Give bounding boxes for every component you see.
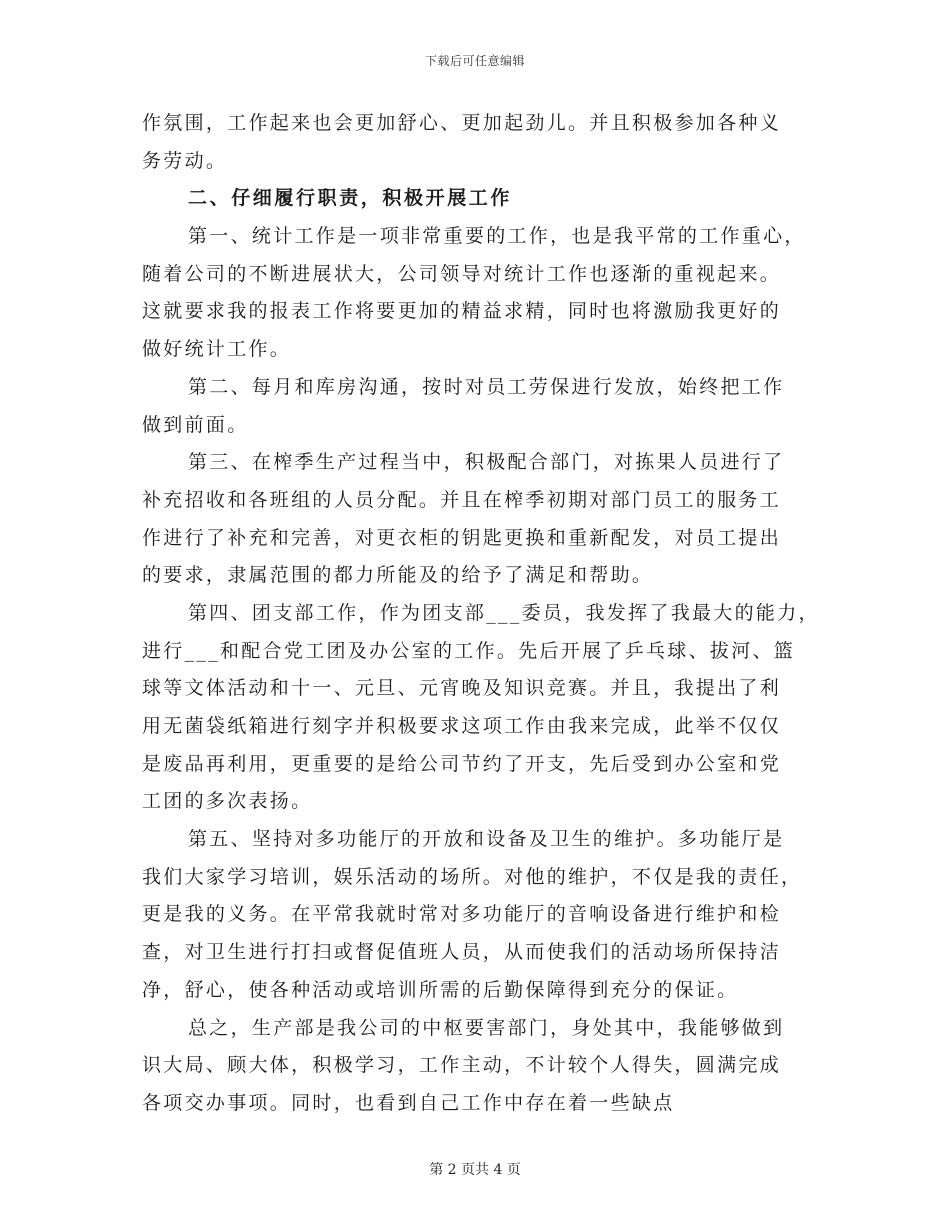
text-line: 进行___和配合党工团及办公室的工作。先后开展了乒乓球、拔河、篮 xyxy=(142,639,796,662)
text-line: 作氛围，工作起来也会更加舒心、更加起劲儿。并且积极参加各种义 xyxy=(142,112,782,134)
text-line: 第二、每月和库房沟通，按时对员工劳保进行发放，始终把工作 xyxy=(188,375,785,398)
text-line: 工团的多次表扬。 xyxy=(142,790,313,813)
text-line: 做到前面。 xyxy=(142,413,249,436)
text-line: 做好统计工作。 xyxy=(142,338,292,361)
document-body xyxy=(142,105,820,1123)
text-line: 我们大家学习培训，娱乐活动的场所。对他的维护，不仅是我的责任， xyxy=(142,865,803,888)
text-line: 是废品再利用，更重要的是给公司节约了开支，先后受到办公室和党 xyxy=(142,752,782,775)
text-line: 作进行了补充和完善，对更衣柜的钥匙更换和重新配发，对员工提出 xyxy=(142,526,782,549)
text-line: 随着公司的不断进展状大，公司领导对统计工作也逐渐的重视起来。 xyxy=(142,262,782,285)
text-line: 各项交办事项。同时，也看到自己工作中存在着一些缺点 xyxy=(142,1091,675,1114)
text-line: 务劳动。 xyxy=(142,149,228,172)
text-line: 补充招收和各班组的人员分配。并且在榨季初期对部门员工的服务工 xyxy=(142,488,782,511)
page-footer: 第 2 页共 4 页 xyxy=(429,1162,521,1178)
text-line: 第三、在榨季生产过程当中，积极配合部门，对拣果人员进行了 xyxy=(188,451,785,474)
text-line: 这就要求我的报表工作将要更加的精益求精，同时也将激励我更好的 xyxy=(142,300,782,323)
text-line: 识大局、顾大体，积极学习，工作主动，不计较个人得失，圆满完成 xyxy=(142,1054,782,1077)
text-line: 查，对卫生进行打扫或督促值班人员，从而使我们的活动场所保持洁 xyxy=(142,941,782,964)
page-header: 下载后可任意编辑 xyxy=(424,54,525,68)
text-line: 第五、坚持对多功能厅的开放和设备及卫生的维护。多功能厅是 xyxy=(188,828,785,851)
text-line: 第一、统计工作是一项非常重要的工作，也是我平常的工作重心， xyxy=(188,225,806,248)
text-line: 用无菌袋纸箱进行刻字并积极要求这项工作由我来完成，此举不仅仅 xyxy=(142,715,782,737)
text-line: 总之，生产部是我公司的中枢要害部门，身处其中，我能够做到 xyxy=(188,1016,785,1039)
text-line: 球等文体活动和十一、元旦、元宵晚及知识竞赛。并且，我提出了利 xyxy=(142,677,782,700)
text-line: 净，舒心，使各种活动或培训所需的后勤保障得到充分的保证。 xyxy=(142,978,739,1001)
text-line: 第四、团支部工作，作为团支部___委员，我发挥了我最大的能力， xyxy=(188,601,820,624)
section-heading: 二、仔细履行职责，积极开展工作 xyxy=(188,187,513,210)
text-line: 的要求，隶属范围的都力所能及的给予了满足和帮助。 xyxy=(142,564,654,587)
text-line: 更是我的义务。在平常我就时常对多功能厅的音响设备进行维护和检 xyxy=(142,903,782,926)
